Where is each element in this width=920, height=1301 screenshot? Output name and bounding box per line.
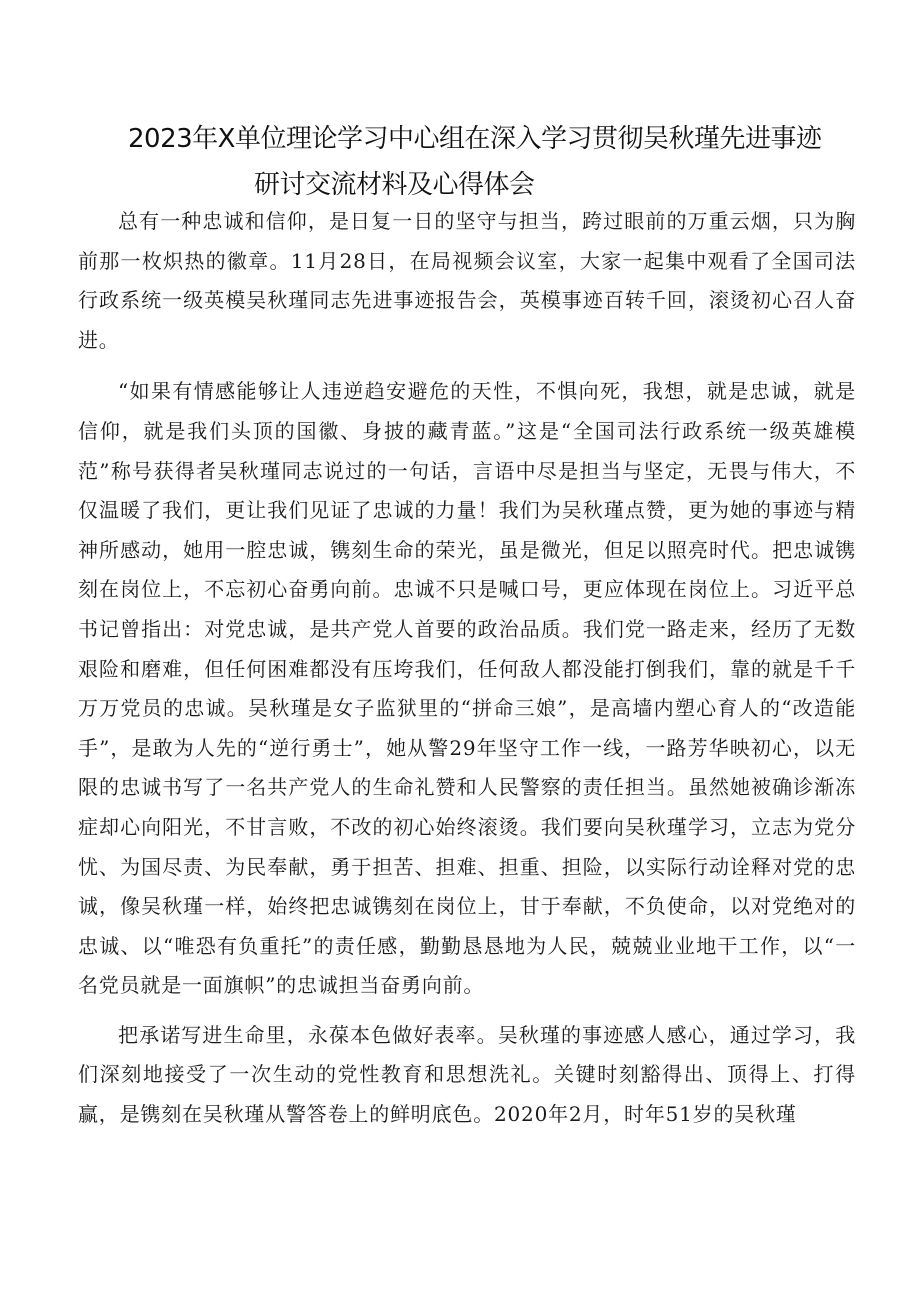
document-title — [100, 116, 880, 208]
document-body — [78, 202, 856, 1135]
paragraph-2: “如果有情感能够让人违逆趋安避危的天性，不惧向死，我想，就是忠诚，就是信仰，就是我们头顶的国徽、身披的藏青蓝。”这是“全国司法行政系统一级英雄模范”称号获得者吴秋瑾同志说过的一句话，言语中尽是担当与坚定，无畏与伟大，不仅温暖了我们，更让我们见证了忠诚的力量！我们为吴秋瑾点赞，更为她的事迹与精神所感动，她用一腔忠诚，镌刻生命的荣光，虽是微光，但足以照亮时代。把忠诚镌刻在岗位上，不忘初心奋勇向前。忠诚不只是喊口号，更应体现在岗位上。习近平总书记曾指出：对党忠诚，是共产党人首要的政治品质。我们党一路走来，经历了无数艰险和磨难，但任何困难都没有压垮我们，任何敌人都没能打倒我们，靠的就是千千万万党员的忠诚。吴秋瑾是女子监狱里的“拼命三娘”，是高墙内塑心育人的“改造能手”，是敢为人先的“逆行勇士”，她从警29年坚守工作一线，一路芳华映初心，以无限的忠诚书写了一名共产党人的生命礼赞和人民警察的责任担当。虽然她被确诊渐冻症却心向阳光，不甘言败，不改的初心始终滚烫。我们要向吴秋瑾学习，立志为党分忧、为国尽责、为民奉献，勇于担苦、担难、担重、担险，以实际行动诠释对党的忠诚，像吴秋瑾一样，始终把忠诚镌刻在岗位上，甘于奉献，不负使命，以对党绝对的忠诚、以“唯恐有负重托”的责任感，勤勤恳恳地为人民，兢兢业业地干工作，以“一名党员就是一面旗帜”的忠诚担当奋勇向前。 — [78, 379, 856, 998]
paragraph-3: 把承诺写进生命里，永葆本色做好表率。吴秋瑾的事迹感人感心，通过学习，我们深刻地接受了一次生动的党性教育和思想洗礼。关键时刻豁得出、顶得上、打得赢，是镌刻在吴秋瑾从警答卷上的鲜明底色。2020年2月，时年51岁的吴秋瑾 — [78, 1022, 856, 1127]
title-line-1: 2023年X单位理论学习中心组在深入学习贯彻吴秋瑾先进事迹 — [128, 124, 822, 154]
paragraph-1: 总有一种忠诚和信仰，是日复一日的坚守与担当，跨过眼前的万重云烟，只为胸前那一枚炽热的徽章。11月28日，在局视频会议室，大家一起集中观看了全国司法行政系统一级英模吴秋瑾同志先进事迹报告会，英模事迹百转千回，滚烫初心召人奋进。 — [78, 209, 856, 352]
title-line-2: 研讨交流材料及心得体会 — [254, 170, 535, 200]
